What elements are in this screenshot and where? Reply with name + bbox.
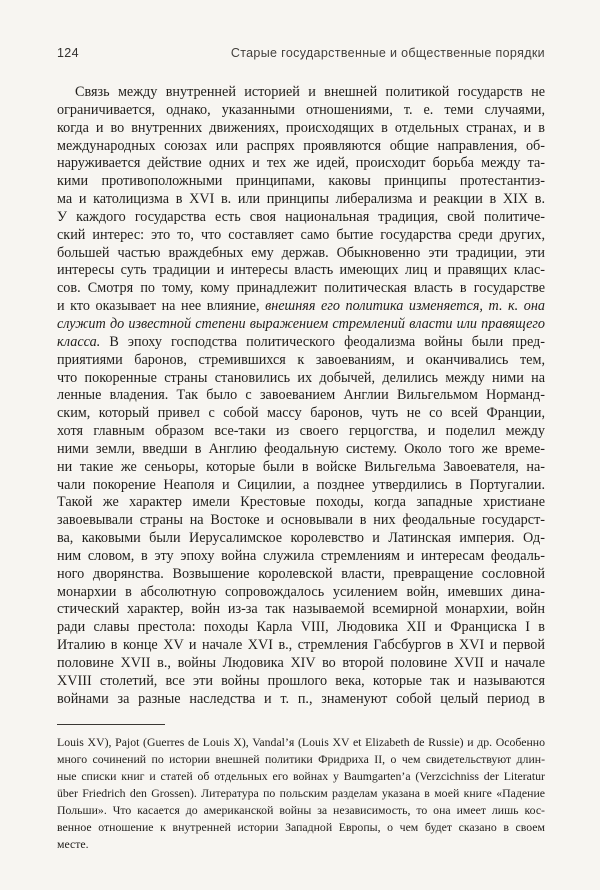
body-line xyxy=(57,494,545,512)
body-line-segment: монархии в абсолютную сопровождалось усилением войн, имевших дина- xyxy=(57,583,545,600)
body-line-segment: ни такие же сеньоры, которые были в войске Вильгельма Завоевателя, на- xyxy=(57,458,545,475)
body-line-segment: войнами за разные наследства и т. п., знаменуют собой целый период в xyxy=(57,690,545,707)
body-line xyxy=(57,334,545,352)
body-line-segment: ради славы престола: походы Карла VIII, Людовика XII и Франциска I в xyxy=(57,619,545,636)
footnote-line: месте. xyxy=(57,836,89,851)
body-line-segment: ограничивается, однако, указанными отношениями, т. е. теми случаями, xyxy=(57,101,545,118)
running-header: Старые государственные и общественные порядки xyxy=(230,46,545,60)
body-line xyxy=(57,191,545,209)
body-line-segment: что покоренные страны становились их добычей, делились между ними на xyxy=(57,369,545,386)
body-line-segment: ским, который привел с собой массу баронов, чуть не со всей Франции, xyxy=(57,405,545,422)
body-line xyxy=(57,298,545,316)
body-line xyxy=(57,512,545,530)
body-line xyxy=(57,601,545,619)
body-line-segment: интересы суть традиции и интересы власть имеющих лиц и правящих клас- xyxy=(57,262,545,279)
body-line xyxy=(57,459,545,477)
footnote-line: много сочинений по истории внешней политики Фридриха II, о чем свидетельствуют длин- xyxy=(57,751,545,766)
body-line-segment: ними земли, введши в Англию феодальную систему. Около того же време- xyxy=(57,440,545,457)
body-line xyxy=(57,120,545,138)
page-header xyxy=(57,46,545,60)
footnote-line: венное отношение к внутренней истории Западной Европы, о чем будет сказано в своем xyxy=(57,819,545,834)
body-line xyxy=(57,84,545,102)
body-line-segment: чали покорение Неаполя и Сицилии, а позднее утвердились в Португалии. xyxy=(57,476,545,493)
body-line xyxy=(57,423,545,441)
body-line-segment: кими противоположными принципами, каковы принципы протестантиз- xyxy=(57,173,545,190)
body-line xyxy=(57,619,545,637)
body-line-segment: приятиями баронов, стремившихся к завоеваниям, и оканчивались тем, xyxy=(57,351,545,368)
footnote-line: über Friedrich den Grossen). Литература по польским разделам указана в моей книге «Падение xyxy=(57,785,545,800)
body-line-segment: ма и католицизма в XVI в. или принципы либерализма и реакции в XIX в. xyxy=(57,191,545,208)
body-line-segment: ва, каковыми были Иерусалимское королевство и Латинская империя. Од- xyxy=(57,530,545,547)
body-line xyxy=(57,655,545,673)
body-line-segment: Связь между внутренней историей и внешней политикой государств не xyxy=(75,84,545,100)
footnote-line: Louis XV), Pajot (Guerres de Louis X), Vandal’я (Louis XV et Elizabeth de Russie) и др. Особенно xyxy=(57,734,545,749)
footnote xyxy=(57,724,545,853)
body-line xyxy=(57,155,545,173)
body-line-segment: ного дворянства. Возвышение королевской власти, превращение сословной xyxy=(57,565,545,582)
body-line xyxy=(57,405,545,423)
body-line xyxy=(57,227,545,245)
body-line-italic-segment: внешняя его политика изменяется, т. к. она xyxy=(265,298,546,315)
body-line xyxy=(57,387,545,405)
body-line-segment: большей частью враждебных ему держав. Обыкновенно эти традиции, эти xyxy=(57,244,545,261)
body-line xyxy=(57,209,545,227)
body-line-italic-segment: служит до известной степени выражением стремлений власти или правящего xyxy=(57,315,545,332)
body-line-segment: когда и во внутренних движениях, происходящих в отдельных странах, и в xyxy=(57,119,545,136)
footnote-separator xyxy=(57,724,165,725)
body-line-segment: Такой же характер имели Крестовые походы, когда западные христиане xyxy=(57,494,545,511)
body-line xyxy=(57,280,545,298)
body-line xyxy=(57,477,545,495)
footnote-line: Польши». Что касается до американской войны за независимость, то она имеет лишь кос- xyxy=(57,802,545,817)
body-line xyxy=(57,548,545,566)
body-line-segment: сов. Смотря по тому, кому принадлежит политическая власть в государстве xyxy=(57,280,545,297)
body-text xyxy=(57,84,545,709)
body-line-segment: половине XVII в., войны Людовика XIV во второй половине XVII и начале xyxy=(57,655,545,671)
body-line-segment: ский интерес: это то, что составляет само бытие государства среди других, xyxy=(57,226,545,243)
page-number: 124 xyxy=(57,46,79,60)
footnote-text xyxy=(57,734,545,853)
body-line-segment: наруживается действие одних и тех же идей, происходит борьба между та- xyxy=(57,155,545,172)
body-line xyxy=(57,673,545,691)
body-line xyxy=(57,530,545,548)
body-line-segment: ним словом, в эту эпоху война служила стремлениям и интересам феодаль- xyxy=(57,547,545,564)
body-line xyxy=(57,245,545,263)
body-line-segment: завоевывали страны на Востоке и основывали в них феодальные государст- xyxy=(57,512,545,529)
body-line xyxy=(57,370,545,388)
body-line xyxy=(57,584,545,602)
body-line-segment: стический характер, войн из-за так называемой всемирной монархии, войн xyxy=(57,601,545,618)
body-line-segment: и кто оказывает на нее влияние, xyxy=(57,298,266,315)
body-line xyxy=(57,138,545,156)
body-line xyxy=(57,173,545,191)
body-line-segment: XVIII столетий, все эти войны прошлого века, которые так и называются xyxy=(57,672,545,689)
body-line-segment: У каждого государства есть своя национальная традиция, свой политиче- xyxy=(57,208,545,225)
body-line-segment: хотя главным образом все-таки из своего герцогства, и поделил между xyxy=(57,423,545,440)
body-line-segment: Италию в конце XV и начале XVI в., стремления Габсбургов в XVI и первой xyxy=(57,637,545,654)
footnote-line: ные списки книг и статей об отдельных его войнах у Baumgarten’а (Verzcichniss der Literatur xyxy=(57,768,545,783)
body-line xyxy=(57,352,545,370)
body-line-segment: В эпоху господства политического феодализма войны были пред- xyxy=(100,333,545,350)
body-line-italic-segment: класса. xyxy=(57,333,101,350)
body-line xyxy=(57,316,545,334)
body-line-segment: международных союзах или распрях проявляются общие направления, об- xyxy=(57,137,545,154)
body-line xyxy=(57,566,545,584)
body-line xyxy=(57,691,545,709)
body-line xyxy=(57,441,545,459)
body-line-segment: ленные владения. Так было с завоеванием Англии Вильгельмом Норманд- xyxy=(57,387,545,404)
body-line xyxy=(57,637,545,655)
body-line xyxy=(57,102,545,120)
body-line xyxy=(57,262,545,280)
